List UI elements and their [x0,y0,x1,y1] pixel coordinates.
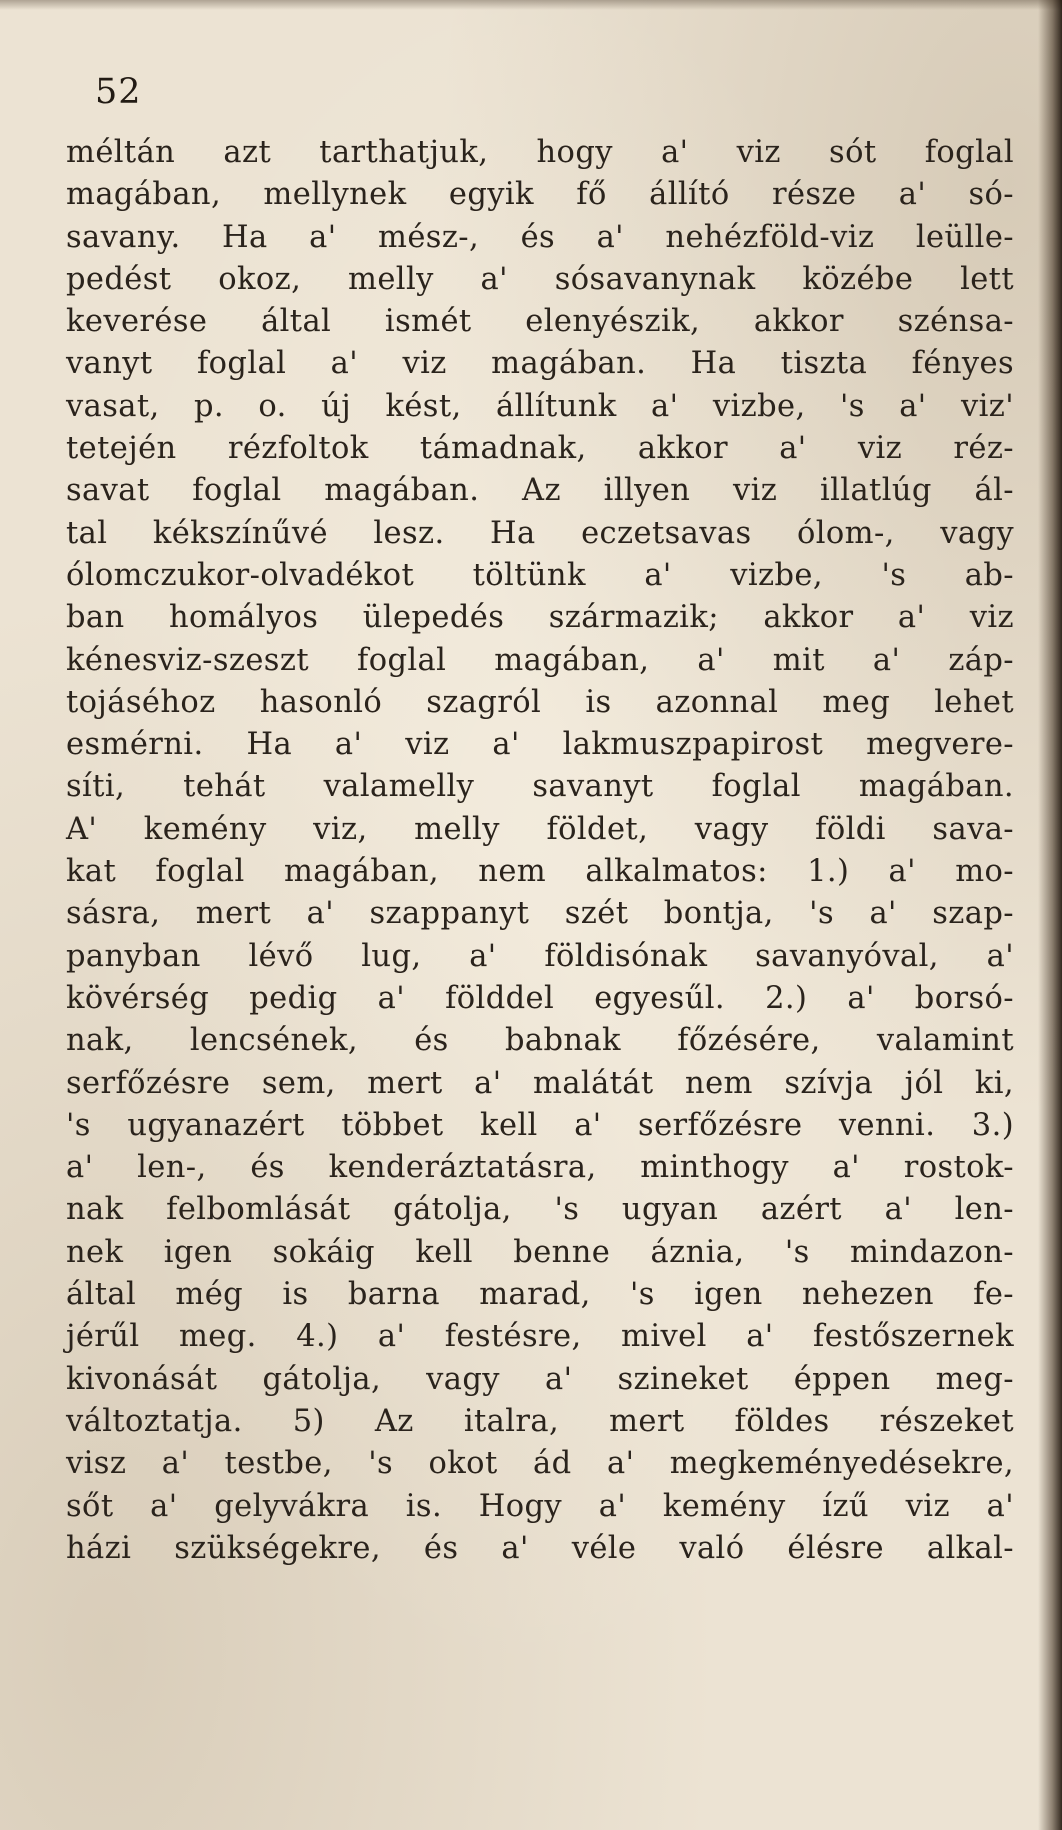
text-line: nak felbomlását gátolja, 's ugyan azért a' len- [66,1192,1014,1228]
text-line: sásra, mert a' szappanyt szét bontja, 's a' szap- [66,896,1014,932]
text-line: kivonását gátolja, vagy a' szineket éppen meg- [66,1361,1014,1397]
text-line: kénesviz-szeszt foglal magában, a' mit a' záp- [66,642,1014,678]
text-line: savat foglal magában. Az illyen viz illatlúg ál- [66,473,1014,509]
text-line: visz a' testbe, 's okot ád a' megkeményedésekre, [66,1446,1014,1482]
text-line: tojáséhoz hasonló szagról is azonnal meg lehet [66,684,1014,720]
page-edge-shadow [1038,0,1062,1830]
page-top-shadow [0,0,1062,10]
text-line: kövérség pedig a' földdel egyesűl. 2.) a' borsó- [66,980,1014,1016]
text-line: pedést okoz, melly a' sósavanynak közébe lett [66,261,1014,297]
text-line: nak, lencsének, és babnak főzésére, valamint [66,1023,1014,1059]
text-line: ólomczukor-olvadékot töltünk a' vizbe, 's ab- [66,557,1014,593]
text-line: vasat, p. o. új kést, állítunk a' vizbe, 's a' viz' [66,388,1014,424]
text-line: 's ugyanazért többet kell a' serfőzésre venni. 3.) [66,1107,1014,1143]
text-line: a' len-, és kenderáztatásra, minthogy a' rostok- [66,1150,1014,1186]
text-line: tal kékszínűvé lesz. Ha eczetsavas ólom-, vagy [66,515,1014,551]
text-line: házi szükségekre, és a' véle való élésre alkal- [66,1530,1014,1566]
text-line: jérűl meg. 4.) a' festésre, mivel a' festőszernek [66,1319,1014,1355]
body-text [66,132,1014,1570]
text-line: síti, tehát valamelly savanyt foglal magában. [66,769,1014,805]
text-line: ban homályos ülepedés származik; akkor a' viz [66,600,1014,636]
text-line: nek igen sokáig kell benne áznia, 's mindazon- [66,1234,1014,1270]
text-line: magában, mellynek egyik fő állító része a' só- [66,177,1014,213]
text-line: változtatja. 5) Az italra, mert földes részeket [66,1403,1014,1439]
text-line: kat foglal magában, nem alkalmatos: 1.) a' mo- [66,854,1014,890]
text-line: tetején rézfoltok támadnak, akkor a' viz réz- [66,431,1014,467]
text-line: savany. Ha a' mész-, és a' nehézföld-viz leülle- [66,219,1014,255]
text-line: méltán azt tarthatjuk, hogy a' viz sót foglal [66,135,1014,170]
text-line: panyban lévő lug, a' földisónak savanyóval, a' [66,938,1014,974]
text-line: esmérni. Ha a' viz a' lakmuszpapirost megvere- [66,727,1014,763]
text-line: által még is barna marad, 's igen nehezen fe- [66,1277,1014,1313]
text-line: vanyt foglal a' viz magában. Ha tiszta fényes [66,346,1014,382]
text-line: keverése által ismét elenyészik, akkor szénsa- [66,304,1014,340]
text-line: A' kemény viz, melly földet, vagy földi sava- [66,811,1014,847]
page-number: 52 [95,72,142,112]
text-line: serfőzésre sem, mert a' malátát nem szívja jól ki, [66,1065,1014,1101]
text-line: sőt a' gelyvákra is. Hogy a' kemény ízű viz a' [66,1488,1014,1524]
